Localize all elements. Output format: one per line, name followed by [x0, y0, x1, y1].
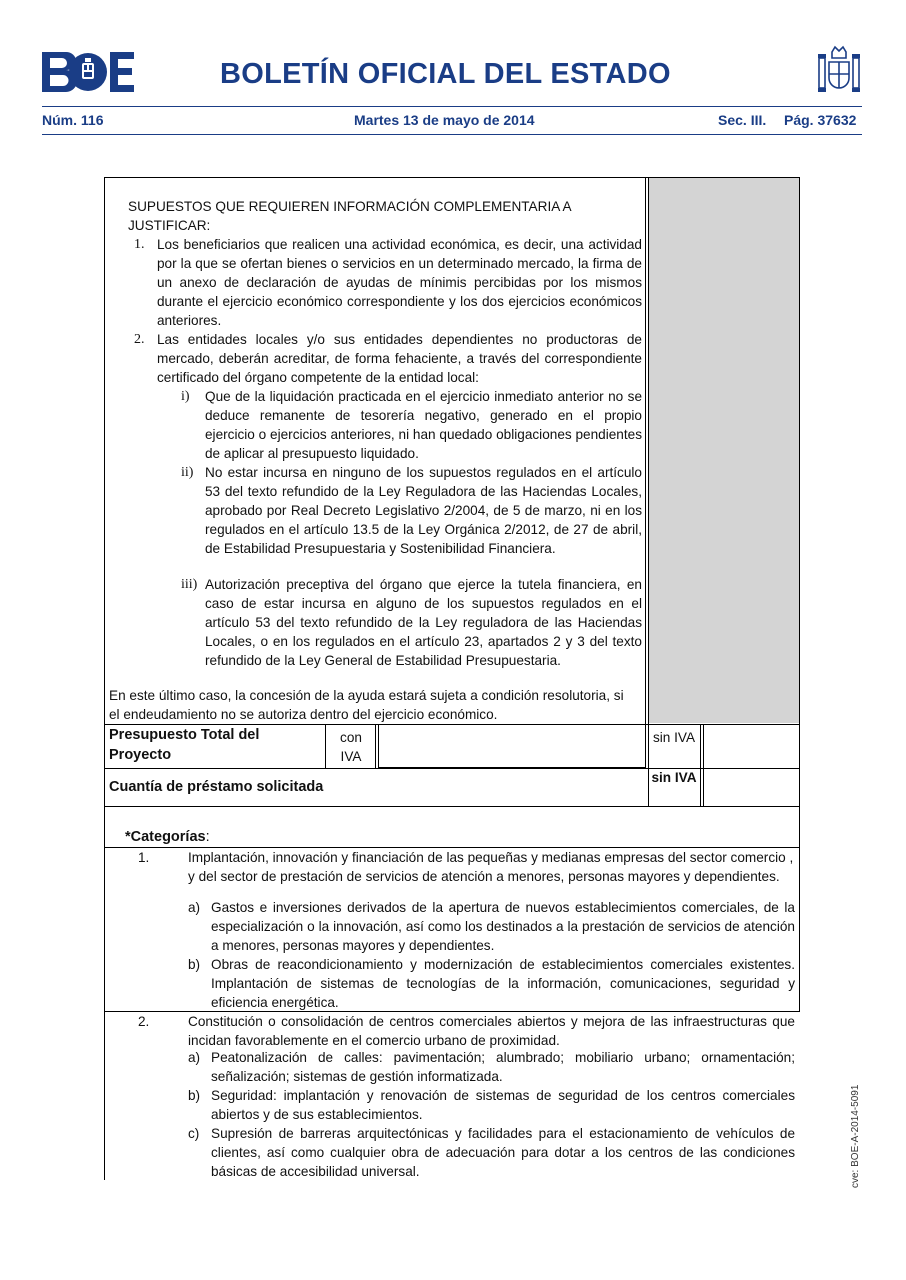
list-item: Peatonalización de calles: pavimentación; alumbrado; mobiliario urbano; ornamentación; señalización; sistemas de gestión informatizada.	[211, 1050, 795, 1084]
list-item: Implantación, innovación y financiación de las pequeñas y medianas empresas del sector comercio , y del sector de prestación de servicios de atención a menores, personas mayores y dependientes.	[188, 850, 794, 884]
closing-note: En este último caso, la concesión de la ayuda estará sujeta a condición resolutoria, si el endeudamiento no se autoriza dentro del ejercicio económico.	[109, 688, 624, 722]
item-marker: 1.	[134, 237, 145, 252]
gray-cell	[648, 178, 799, 723]
coat-of-arms-icon	[815, 44, 863, 96]
list-item: Obras de reacondicionamiento y modernización de establecimientos comerciales existentes. Implantación de sistemas de tecnologías de la información, comunicaciones, seguridad y eficiencia energética.	[211, 957, 795, 1010]
section-label: Sec. III.	[718, 112, 767, 128]
issue-date: Martes 13 de mayo de 2014	[354, 112, 535, 128]
con-iva-label: con IVA	[340, 730, 362, 764]
cat-marker: 1.	[138, 850, 150, 865]
cat-marker: a)	[188, 1050, 201, 1065]
categorias-heading-colon: :	[205, 829, 210, 845]
cat-marker: b)	[188, 957, 201, 972]
loan-amount-label: Cuantía de préstamo solicitada	[109, 779, 324, 795]
page-number: Pág. 37632	[784, 112, 857, 128]
categorias-heading-text: *Categorías	[125, 829, 206, 845]
list-item: No estar incursa en ninguno de los supuestos regulados en el artículo 53 del texto refundido de la Ley Reguladora de las Haciendas Locales, aprobado por Real Decreto Legislativo 2/2004, de 5 de marzo, ni en los regulados en el artículo 13.5 de la Ley Orgánica 2/2012, de 27 de abril, de Estabilidad Presupuestaria y Sostenibilidad Financiera.	[205, 465, 642, 556]
subitem-marker: ii)	[181, 465, 194, 480]
list-item: Constitución o consolidación de centros comerciales abiertos y mejora de las infraestructuras que incidan favorablemente en el comercio urbano de proximidad.	[188, 1014, 795, 1048]
issue-number: Núm. 116	[42, 112, 104, 128]
cat-marker: a)	[188, 900, 201, 915]
item-marker: 2.	[134, 332, 145, 347]
loan-sin-iva-label: sin IVA	[651, 770, 697, 785]
list-item: Seguridad: implantación y renovación de sistemas de seguridad de los centros comerciales abiertos y de sus establecimientos.	[211, 1088, 795, 1122]
budget-total-label: Presupuesto Total del Proyecto	[109, 727, 260, 763]
list-item: Las entidades locales y/o sus entidades dependientes no productoras de mercado, deberán acreditar, de forma fehaciente, a través del correspondiente certificado del órgano competente de la entidad local:	[157, 332, 642, 385]
boe-logo	[42, 52, 134, 92]
cat-marker: 2.	[138, 1014, 150, 1029]
page-title: BOLETÍN OFICIAL DEL ESTADO	[220, 58, 671, 90]
list-item: Gastos e inversiones derivados de la apertura de nuevos establecimientos comerciales, de la especialización o la innovación, así como los destinados a la prestación de servicios de atención a menores, personas mayores y dependientes.	[211, 900, 795, 953]
subitem-marker: i)	[181, 389, 190, 404]
cat-marker: b)	[188, 1088, 201, 1103]
supuestos-heading: SUPUESTOS QUE REQUIEREN INFORMACIÓN COMPLEMENTARIA A JUSTIFICAR:	[128, 199, 571, 233]
subitem-marker: iii)	[181, 577, 198, 592]
categorias-heading	[125, 827, 210, 847]
list-item: Supresión de barreras arquitectónicas y facilidades para el estacionamiento de vehículos de clientes, así como cualquier obra de adecuación para dotar a los centros de las condiciones básicas de accesibilidad universal.	[211, 1126, 795, 1179]
header-rule-bottom	[42, 134, 862, 135]
list-item: Los beneficiarios que realicen una actividad económica, es decir, una actividad por la que se ofertan bienes o servicios en un determinado mercado, la firma de un anexo de declaración de ayudas de mínimis percibidas por los mismos durante el ejercicio económico correspondiente y los dos ejercicios económicos anteriores.	[157, 237, 642, 328]
cve-identifier: cve: BOE-A-2014-5091	[850, 1084, 861, 1188]
cat-marker: c)	[188, 1126, 200, 1141]
list-item: Que de la liquidación practicada en el ejercicio inmediato anterior no se deduce remanente de tesorería negativo, generado en el propio ejercicio o ejercicios anteriores, ni han quedado obligaciones pendientes de aplicar al presupuesto liquidado.	[205, 389, 642, 461]
list-item: Autorización preceptiva del órgano que ejerce la tutela financiera, en caso de estar incursa en alguno de los supuestos regulados en el artículo 53 del texto refundido de la Ley reguladora de las Haciendas Locales, o en los regulados en el artículo 23, apartados 2 y 3 del texto refundido de la Ley General de Estabilidad Presupuestaria.	[205, 577, 642, 668]
sin-iva-label: sin IVA	[652, 730, 696, 745]
header-rule-top	[42, 106, 862, 107]
